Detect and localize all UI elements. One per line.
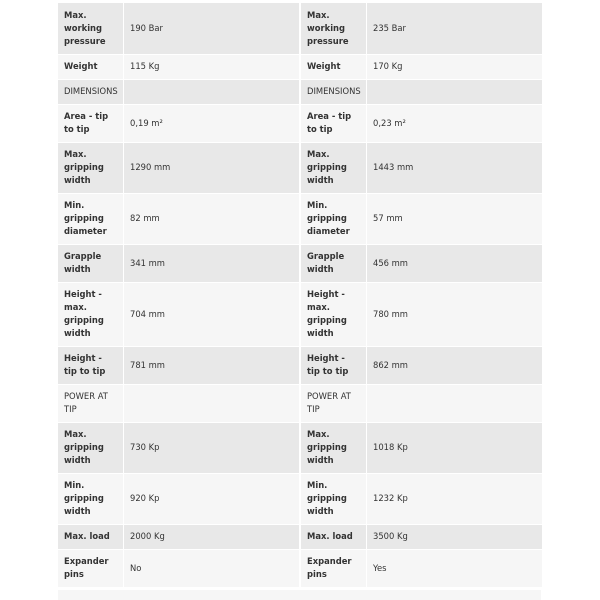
section-header-row bbox=[58, 79, 299, 104]
spec-row bbox=[301, 282, 542, 346]
spec-value: 3500 Kg bbox=[367, 524, 543, 549]
table-bottom-edge bbox=[58, 590, 541, 600]
spec-label: Area - tip to tip bbox=[301, 104, 367, 142]
spec-value: 1018 Kp bbox=[367, 422, 543, 473]
spec-label: Min. gripping width bbox=[301, 473, 367, 524]
section-title: DIMENSIONS bbox=[301, 79, 367, 104]
right-spec-table-body bbox=[301, 3, 542, 587]
spec-value bbox=[124, 79, 300, 104]
spec-value: 1232 Kp bbox=[367, 473, 543, 524]
spec-value: 235 Bar bbox=[367, 3, 543, 54]
spec-row bbox=[58, 142, 299, 193]
spec-row bbox=[301, 3, 542, 54]
spec-label: Min. gripping width bbox=[58, 473, 124, 524]
spec-label: Max. load bbox=[58, 524, 124, 549]
left-spec-table bbox=[58, 3, 299, 588]
spec-value bbox=[367, 79, 543, 104]
spec-value: 0,23 m² bbox=[367, 104, 543, 142]
spec-label: Height - tip to tip bbox=[301, 346, 367, 384]
spec-row bbox=[301, 54, 542, 79]
spec-row bbox=[58, 104, 299, 142]
spec-value: 57 mm bbox=[367, 193, 543, 244]
spec-value: 704 mm bbox=[124, 282, 300, 346]
spec-label: Grapple width bbox=[301, 244, 367, 282]
spec-label: Weight bbox=[301, 54, 367, 79]
spec-label: Min. gripping diameter bbox=[301, 193, 367, 244]
right-spec-column bbox=[301, 3, 541, 588]
spec-row bbox=[301, 473, 542, 524]
spec-label: Area - tip to tip bbox=[58, 104, 124, 142]
right-spec-table bbox=[301, 3, 542, 588]
spec-label: Height - tip to tip bbox=[58, 346, 124, 384]
spec-label: Weight bbox=[58, 54, 124, 79]
spec-label: Grapple width bbox=[58, 244, 124, 282]
spec-label: Max. working pressure bbox=[301, 3, 367, 54]
spec-row bbox=[58, 473, 299, 524]
spec-row bbox=[58, 549, 299, 587]
spec-value: 1290 mm bbox=[124, 142, 300, 193]
spec-row bbox=[301, 524, 542, 549]
section-title: POWER AT TIP bbox=[58, 384, 124, 422]
spec-value: No bbox=[124, 549, 300, 587]
section-header-row bbox=[301, 384, 542, 422]
spec-row bbox=[301, 142, 542, 193]
spec-value: 82 mm bbox=[124, 193, 300, 244]
spec-label: Expander pins bbox=[58, 549, 124, 587]
spec-row bbox=[301, 244, 542, 282]
spec-row bbox=[301, 422, 542, 473]
spec-label: Max. load bbox=[301, 524, 367, 549]
spec-value: 456 mm bbox=[367, 244, 543, 282]
spec-value bbox=[124, 384, 300, 422]
spec-label: Max. working pressure bbox=[58, 3, 124, 54]
spec-row bbox=[58, 422, 299, 473]
spec-value: 2000 Kg bbox=[124, 524, 300, 549]
spec-value: 0,19 m² bbox=[124, 104, 300, 142]
spec-label: Expander pins bbox=[301, 549, 367, 587]
spec-label: Height - max. gripping width bbox=[301, 282, 367, 346]
spec-value: 920 Kp bbox=[124, 473, 300, 524]
spec-row bbox=[301, 549, 542, 587]
spec-row bbox=[58, 244, 299, 282]
spec-value: 341 mm bbox=[124, 244, 300, 282]
spec-row bbox=[58, 193, 299, 244]
spec-value: 115 Kg bbox=[124, 54, 300, 79]
spec-value: 862 mm bbox=[367, 346, 543, 384]
spec-value: 781 mm bbox=[124, 346, 300, 384]
section-header-row bbox=[301, 79, 542, 104]
spec-row bbox=[58, 3, 299, 54]
left-spec-table-body bbox=[58, 3, 299, 587]
spec-row bbox=[58, 282, 299, 346]
spec-value: Yes bbox=[367, 549, 543, 587]
spec-value bbox=[367, 384, 543, 422]
spec-value: 730 Kp bbox=[124, 422, 300, 473]
spec-row bbox=[301, 346, 542, 384]
spec-value: 1443 mm bbox=[367, 142, 543, 193]
spec-comparison bbox=[58, 0, 542, 600]
spec-label: Height - max. gripping width bbox=[58, 282, 124, 346]
section-title: DIMENSIONS bbox=[58, 79, 124, 104]
spec-label: Max. gripping width bbox=[301, 142, 367, 193]
spec-row bbox=[58, 346, 299, 384]
spec-label: Max. gripping width bbox=[58, 422, 124, 473]
spec-row bbox=[301, 104, 542, 142]
section-header-row bbox=[58, 384, 299, 422]
spec-row bbox=[58, 54, 299, 79]
spec-value: 780 mm bbox=[367, 282, 543, 346]
spec-label: Min. gripping diameter bbox=[58, 193, 124, 244]
spec-row bbox=[301, 193, 542, 244]
spec-value: 170 Kg bbox=[367, 54, 543, 79]
spec-value: 190 Bar bbox=[124, 3, 300, 54]
spec-label: Max. gripping width bbox=[58, 142, 124, 193]
spec-label: Max. gripping width bbox=[301, 422, 367, 473]
left-spec-column bbox=[58, 3, 298, 588]
spec-row bbox=[58, 524, 299, 549]
section-title: POWER AT TIP bbox=[301, 384, 367, 422]
